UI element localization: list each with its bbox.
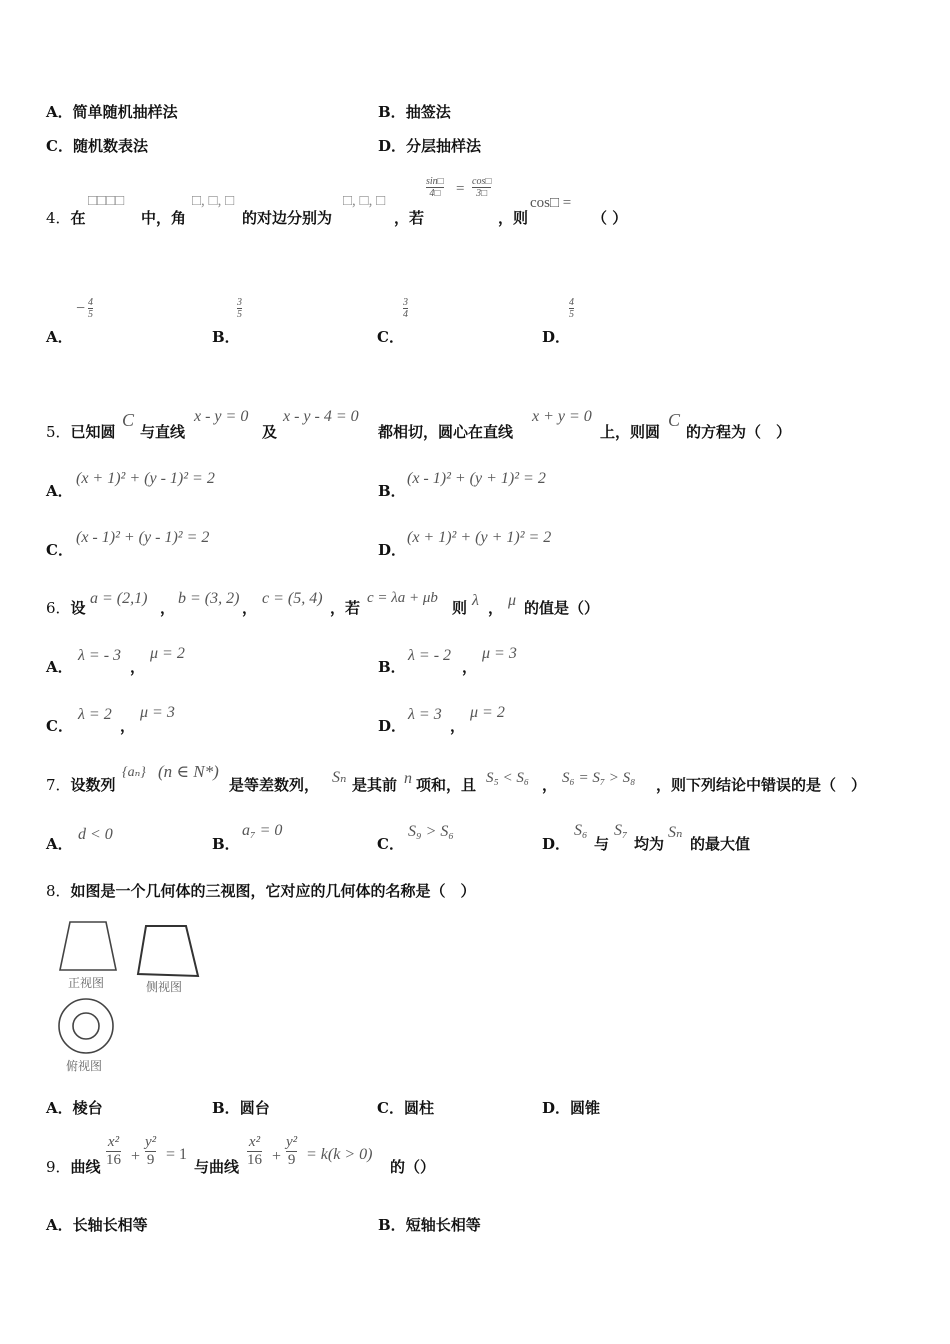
q4-option-a[interactable]: A． — [46, 328, 73, 346]
q9-plus-2: + — [272, 1148, 282, 1165]
q6-vector-a: a = (2,1) — [90, 590, 148, 607]
q4-option-c-frac: 3 4 — [403, 297, 408, 320]
q3-option-d[interactable]: D．分层抽样法 — [378, 137, 482, 155]
q5-option-c[interactable]: C． — [46, 541, 73, 559]
q7-ineq-1: S₅ < S₆ — [486, 770, 530, 786]
q6-option-c-lambda: λ = 2 — [78, 706, 112, 723]
q7-option-d-s7: S₇ — [614, 822, 628, 839]
q5-option-d-expr: (x + 1)² + (y + 1)² = 2 — [407, 529, 552, 546]
q9-option-a[interactable]: A．长轴长相等 — [46, 1216, 148, 1234]
q6-option-b-comma: ， — [462, 658, 478, 676]
q6-text-3: 则 — [452, 599, 468, 617]
q6-option-a-lambda: λ = - 3 — [78, 647, 122, 664]
q9-frac-y-1: y² 9 — [145, 1134, 157, 1168]
q4-frac-right: cos□ 3□ — [472, 176, 492, 199]
q8-stem: 8．如图是一个几何体的三视图，它对应的几何体的名称是（ ） — [46, 882, 476, 900]
q8-option-a[interactable]: A．棱台 — [46, 1099, 103, 1117]
q6-option-a-mu: μ = 2 — [150, 645, 185, 662]
q4-frac-left: sin□ 4□ — [426, 176, 444, 199]
q7-option-a[interactable]: A． — [46, 835, 73, 853]
q7-sequence: {aₙ} — [122, 765, 146, 780]
q8-side-view — [136, 924, 200, 978]
q7-option-d-t2: 均为 — [634, 835, 665, 853]
q3-option-a[interactable]: A．简单随机抽样法 — [46, 103, 178, 121]
q4-option-d[interactable]: D． — [542, 328, 571, 346]
q4-option-a-frac: 4 5 — [88, 297, 93, 320]
q7-condition: (n ∈ N*) — [158, 762, 219, 781]
q8-top-view-caption: 俯视图 — [66, 1059, 103, 1073]
q4-text-2: 中，角 — [141, 209, 187, 227]
q8-option-c[interactable]: C．圆柱 — [377, 1099, 434, 1117]
q4-sides-placeholder: □, □, □ — [343, 193, 386, 209]
q6-comma-2: ， — [242, 599, 258, 617]
q9-frac-x-2: x² 16 — [247, 1134, 262, 1168]
q4-cos: cos□ = — [530, 195, 572, 211]
q4-option-d-frac: 4 5 — [569, 297, 574, 320]
q6-option-d[interactable]: D． — [378, 717, 407, 735]
q7-option-d-t1: 与 — [594, 835, 610, 853]
q6-option-b-lambda: λ = - 2 — [408, 647, 452, 664]
q8-top-view — [56, 996, 116, 1056]
q7-sn: Sₙ — [332, 769, 347, 786]
q5-option-d[interactable]: D． — [378, 541, 407, 559]
q7-option-d-s6: S₆ — [574, 822, 588, 839]
q4-stem: 4．在 — [46, 209, 86, 227]
q6-option-d-mu: μ = 2 — [470, 704, 505, 721]
q7-option-d-sn: Sₙ — [668, 824, 683, 841]
q5-line-3: x + y = 0 — [532, 408, 592, 425]
q8-side-view-caption: 侧视图 — [146, 980, 183, 994]
q7-n: n — [404, 770, 412, 787]
q8-option-d[interactable]: D．圆锥 — [542, 1099, 601, 1117]
q7-option-b-expr: a₇ = 0 — [242, 822, 283, 839]
q4-text-5: ，则 — [498, 209, 529, 227]
q4-paren: （ ） — [592, 209, 628, 227]
q8-option-b[interactable]: B．圆台 — [212, 1099, 270, 1117]
q7-text-2: 是等差数列， — [229, 776, 320, 794]
q7-option-d[interactable]: D． — [542, 835, 571, 853]
q7-option-a-expr: d < 0 — [78, 826, 113, 843]
q3-option-b[interactable]: B．抽签法 — [378, 103, 451, 121]
q7-comma: ， — [542, 776, 558, 794]
q5-circle-c: C — [122, 410, 135, 430]
q7-text-4: 项和，且 — [416, 776, 477, 794]
q6-text-2: ，若 — [330, 599, 361, 617]
q6-option-a[interactable]: A． — [46, 658, 73, 676]
q5-text-6: 的方程为（ ） — [686, 423, 792, 441]
q6-vector-b: b = (3, 2) — [178, 590, 240, 607]
q6-comma-3: ， — [488, 599, 504, 617]
q4-equals: = — [456, 181, 465, 197]
q9-plus-1: + — [131, 1148, 141, 1165]
q9-text-3: 的（） — [390, 1158, 436, 1176]
q4-text-4: ，若 — [394, 209, 425, 227]
q7-option-d-t3: 的最大值 — [690, 835, 751, 853]
q5-line-2: x - y - 4 = 0 — [283, 408, 359, 425]
q5-option-b[interactable]: B． — [378, 482, 406, 500]
q6-option-d-lambda: λ = 3 — [408, 706, 442, 723]
q6-option-c-mu: μ = 3 — [140, 704, 175, 721]
q5-circle-c-2: C — [668, 410, 681, 430]
q4-option-b-frac: 3 5 — [237, 297, 242, 320]
q6-option-a-comma: ， — [130, 658, 146, 676]
q7-text-3: 是其前 — [352, 776, 398, 794]
q7-option-b[interactable]: B． — [212, 835, 240, 853]
q4-angles-placeholder: □, □, □ — [192, 193, 235, 209]
q6-comma-1: ， — [160, 599, 176, 617]
q6-option-d-comma: ， — [450, 717, 466, 735]
q4-triangle-placeholder: □□□□ — [88, 193, 125, 209]
q4-option-b[interactable]: B． — [212, 328, 240, 346]
q9-option-b[interactable]: B．短轴长相等 — [378, 1216, 481, 1234]
q9-frac-y-2: y² 9 — [286, 1134, 298, 1168]
q9-text-2: 与曲线 — [194, 1158, 240, 1176]
q6-option-c[interactable]: C． — [46, 717, 73, 735]
q3-option-c[interactable]: C．随机数表法 — [46, 137, 148, 155]
q6-c-expr: c = λa + μb — [367, 590, 438, 606]
q7-option-c[interactable]: C． — [377, 835, 404, 853]
q4-option-c[interactable]: C． — [377, 328, 404, 346]
q9-eq-k: = k(k > 0) — [306, 1146, 373, 1163]
q5-text-5: 上，则圆 — [600, 423, 661, 441]
q6-option-b[interactable]: B． — [378, 658, 406, 676]
q9-stem: 9．曲线 — [46, 1158, 101, 1176]
q8-front-view — [58, 920, 120, 972]
q5-text-3: 及 — [262, 423, 278, 441]
q6-mu: μ — [508, 592, 517, 609]
q5-stem: 5．已知圆 — [46, 423, 116, 441]
q5-option-c-expr: (x - 1)² + (y - 1)² = 2 — [76, 529, 210, 546]
q5-text-2: 与直线 — [140, 423, 186, 441]
q5-text-4: 都相切，圆心在直线 — [378, 423, 514, 441]
q6-text-4: 的值是（） — [524, 599, 600, 617]
q6-stem: 6．设 — [46, 599, 86, 617]
q5-option-b-expr: (x - 1)² + (y + 1)² = 2 — [407, 470, 546, 487]
q6-vector-c: c = (5, 4) — [262, 590, 323, 607]
q7-stem: 7．设数列 — [46, 776, 116, 794]
q6-option-b-mu: μ = 3 — [482, 645, 517, 662]
q9-eq-1: = 1 — [166, 1146, 188, 1163]
q5-option-a[interactable]: A． — [46, 482, 73, 500]
q7-text-5: ，则下列结论中错误的是（ ） — [656, 776, 867, 794]
q9-frac-x-1: x² 16 — [106, 1134, 121, 1168]
q4-option-a-sign: − — [76, 300, 86, 317]
q8-front-view-caption: 正视图 — [68, 976, 105, 990]
q5-line-1: x - y = 0 — [194, 408, 249, 425]
q6-lambda: λ — [472, 592, 479, 609]
q7-option-c-expr: S₉ > S₆ — [408, 823, 454, 840]
q7-ineq-2: S₆ = S₇ > S₈ — [562, 770, 636, 786]
q5-option-a-expr: (x + 1)² + (y - 1)² = 2 — [76, 470, 215, 487]
q4-text-3: 的对边分别为 — [242, 209, 333, 227]
q6-option-c-comma: ， — [120, 717, 136, 735]
